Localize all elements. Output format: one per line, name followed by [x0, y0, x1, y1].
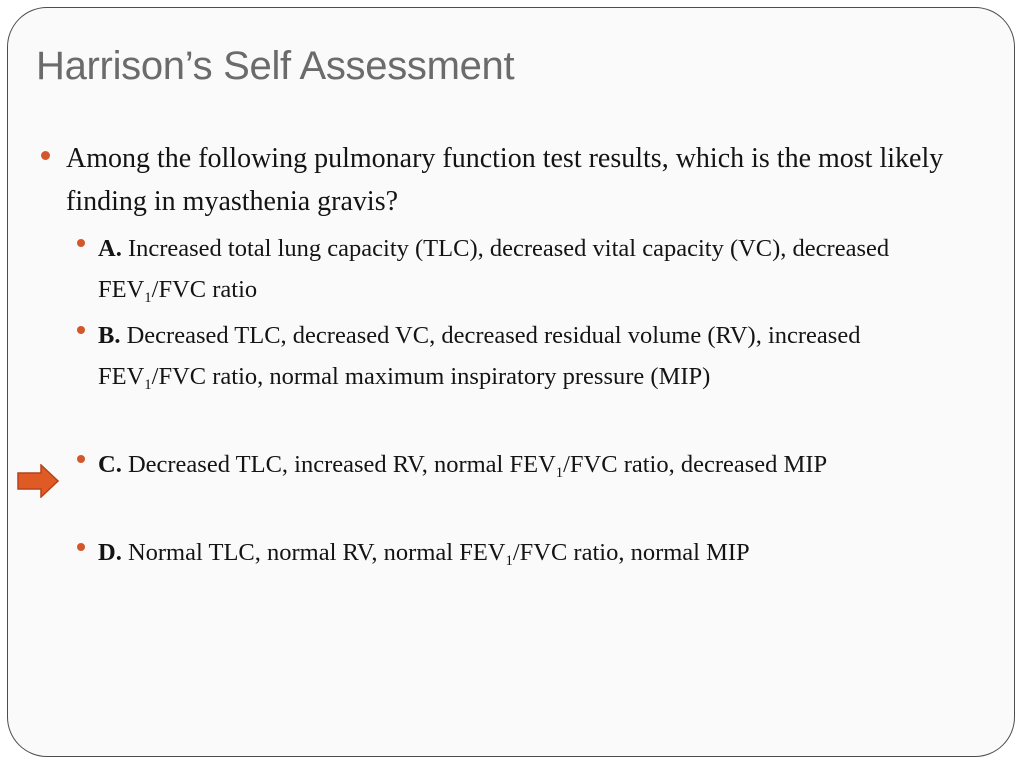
option-a — [98, 228, 958, 310]
slide-title: Harrison’s Self Assessment — [36, 44, 515, 88]
option-letter: B. — [98, 322, 121, 349]
option-text-end: /FVC ratio, normal MIP — [512, 539, 750, 566]
option-text: Normal TLC, normal RV, normal FEV — [127, 539, 506, 566]
option-subscript: 1 — [505, 553, 513, 570]
option-text-end: /FVC ratio — [151, 276, 258, 303]
bullet-icon — [77, 543, 85, 551]
option-c — [98, 444, 958, 485]
bullet-icon — [77, 455, 85, 463]
option-text-end: /FVC ratio, decreased MIP — [563, 451, 828, 478]
right-arrow-icon — [17, 464, 59, 498]
option-letter: A. — [98, 235, 122, 262]
bullet-icon — [77, 326, 85, 334]
option-letter: C. — [98, 451, 122, 478]
bullet-icon — [41, 151, 50, 160]
option-text-end: /FVC ratio, normal maximum inspiratory pressure (MIP) — [151, 363, 711, 390]
option-text: Increased total lung capacity (TLC), decreased vital capacity (VC), decreased FEV — [98, 235, 890, 303]
option-subscript: 1 — [555, 465, 564, 482]
option-text: Decreased TLC, increased RV, normal FEV — [127, 451, 556, 478]
option-letter: D. — [98, 539, 122, 566]
option-b — [98, 315, 958, 397]
option-text: Decreased TLC, decreased VC, decreased residual volume (RV), increased FEV — [98, 322, 861, 390]
option-d — [98, 532, 958, 573]
bullet-icon — [77, 239, 85, 247]
option-subscript: 1 — [144, 377, 152, 394]
option-subscript: 1 — [144, 290, 152, 307]
question-text: Among the following pulmonary function test results, which is the most likely finding in myasthenia gravis? — [66, 143, 944, 217]
